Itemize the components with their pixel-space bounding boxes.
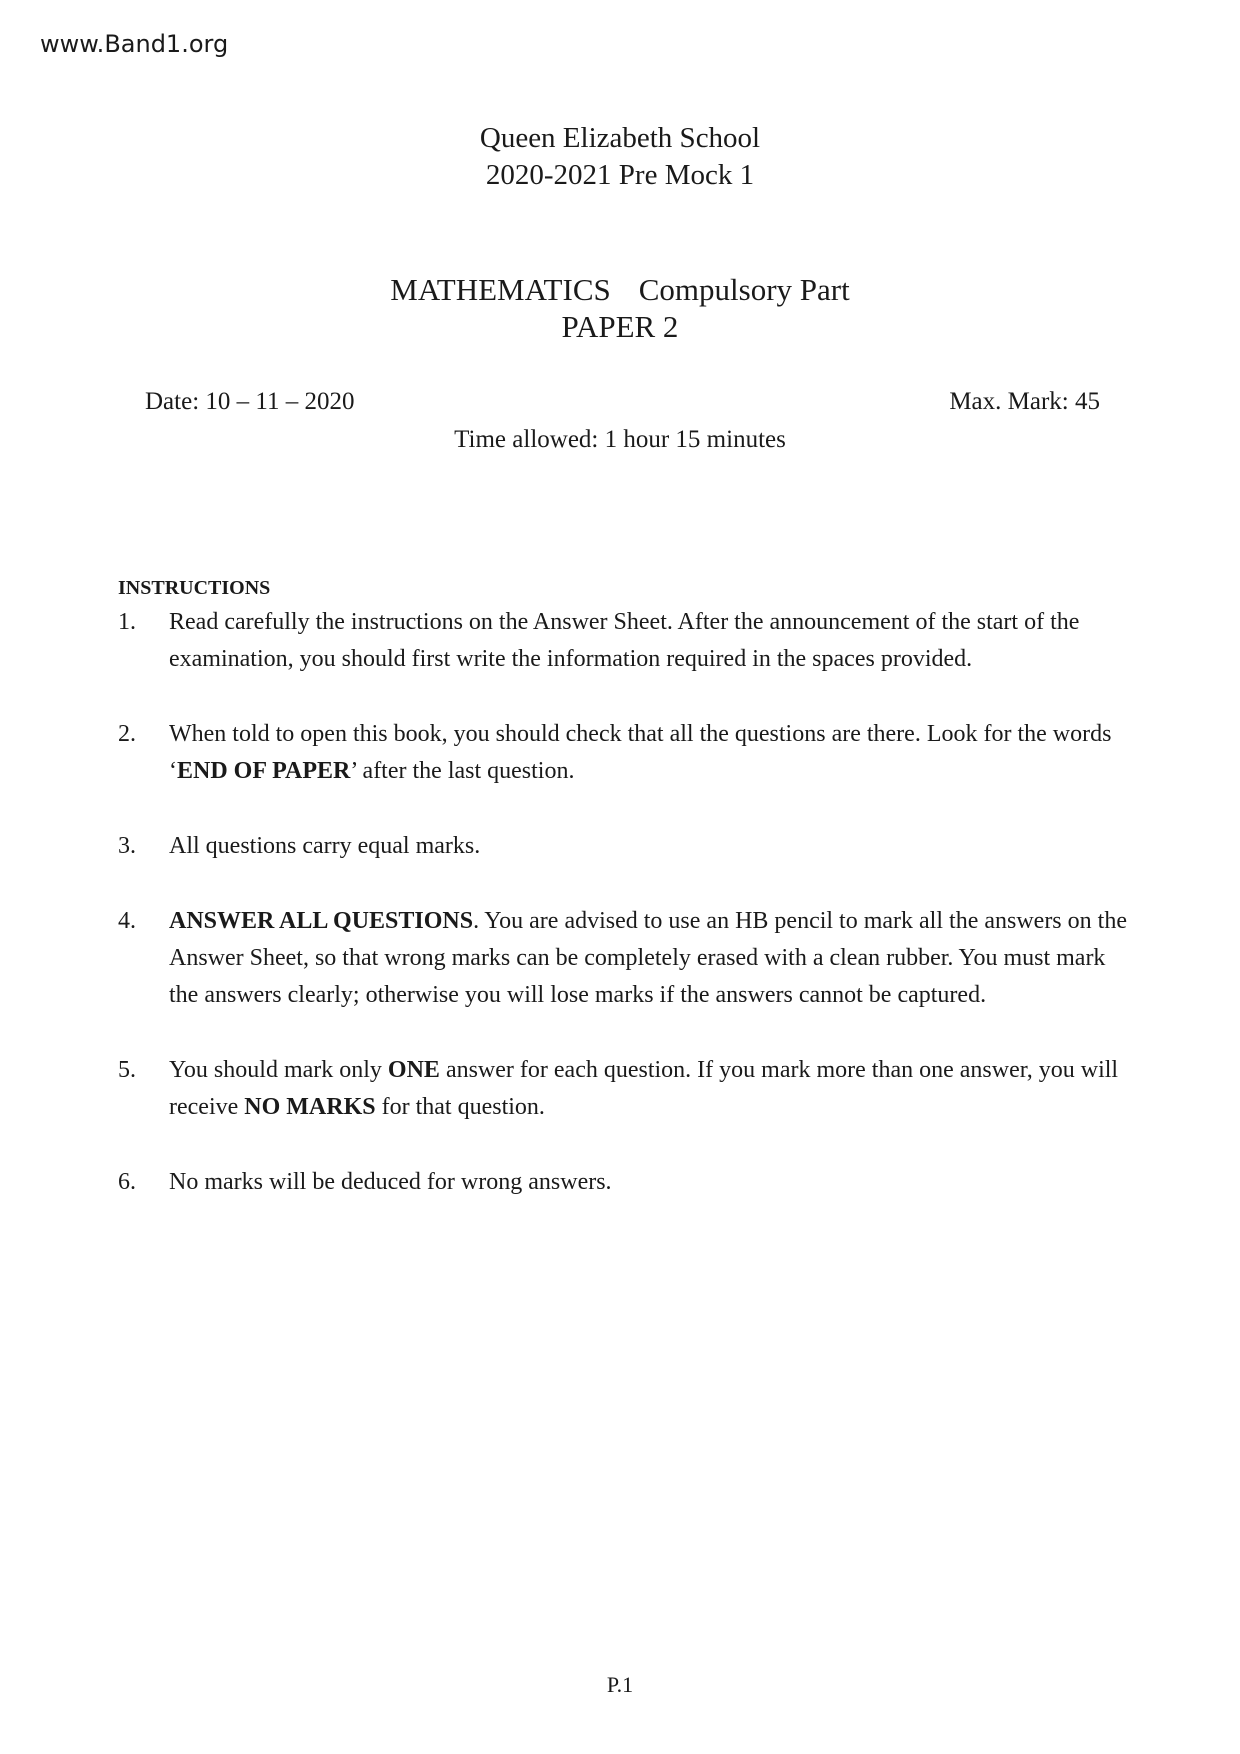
instruction-emphasis: ONE [387, 1057, 440, 1083]
instruction-emphasis: ANSWER ALL QUESTIONS [169, 908, 474, 934]
instruction-number: 5. [118, 1057, 136, 1083]
instruction-text [169, 604, 1128, 678]
watermark-url: www.Band1.org [40, 30, 229, 58]
time-allowed: Time allowed: 1 hour 15 minutes [454, 426, 786, 453]
paper-number: PAPER 2 [561, 309, 679, 344]
instruction-emphasis: NO MARKS [244, 1094, 376, 1120]
instructions-heading: INSTRUCTIONS [118, 577, 271, 599]
instruction-text [169, 828, 1128, 865]
instruction-text-part: answer for each question. If you mark more than one answer, you will receive [169, 1057, 1119, 1120]
instruction-number: 4. [118, 908, 136, 934]
subject-name: MATHEMATICS [390, 272, 611, 307]
instruction-item [118, 716, 1128, 790]
instruction-number: 2. [118, 721, 136, 747]
instruction-text-part: When told to open this book, you should check that all the questions are there. Look for the words ‘ [169, 721, 1112, 784]
instruction-number: 3. [118, 833, 136, 859]
exam-title: 2020-2021 Pre Mock 1 [485, 159, 755, 191]
exam-date: Date: 10 – 11 – 2020 [145, 388, 355, 415]
instruction-item [118, 1164, 1128, 1201]
instruction-text [169, 716, 1128, 790]
subject-line [0, 272, 1240, 308]
school-name: Queen Elizabeth School [479, 122, 761, 154]
instruction-item [118, 604, 1128, 678]
instruction-text-part: ’ after the last question. [350, 758, 575, 784]
instruction-emphasis: END OF PAPER [177, 758, 351, 784]
instruction-number: 1. [118, 609, 136, 635]
instruction-text-part: Read carefully the instructions on the Answer Sheet. After the announcement of the start of the examination, you should first write the information required in the spaces provided. [169, 609, 1080, 672]
subject-part: Compulsory Part [638, 272, 850, 307]
instruction-item [118, 1052, 1128, 1126]
instruction-text-part: . You are advised to use an HB pencil to mark all the answers on the Answer Sheet, so that wrong marks can be completely erased with a clean rubber. You must mark the answers clearly; otherwise you will lose marks if the answers cannot be captured. [169, 908, 1127, 1008]
instruction-text-part: All questions carry equal marks. [169, 833, 481, 859]
instruction-item [118, 903, 1128, 1014]
instruction-text-part: for that question. [375, 1094, 545, 1120]
max-mark: Max. Mark: 45 [949, 388, 1100, 415]
instruction-text-part: No marks will be deduced for wrong answers. [169, 1169, 612, 1195]
instruction-text [169, 903, 1128, 1014]
instruction-text [169, 1052, 1128, 1126]
page-number: P.1 [606, 1672, 634, 1697]
instructions-list [118, 604, 1128, 1239]
instruction-number: 6. [118, 1169, 136, 1195]
instruction-text [169, 1164, 1128, 1201]
instruction-item [118, 828, 1128, 865]
instruction-text-part: You should mark only [169, 1057, 388, 1083]
